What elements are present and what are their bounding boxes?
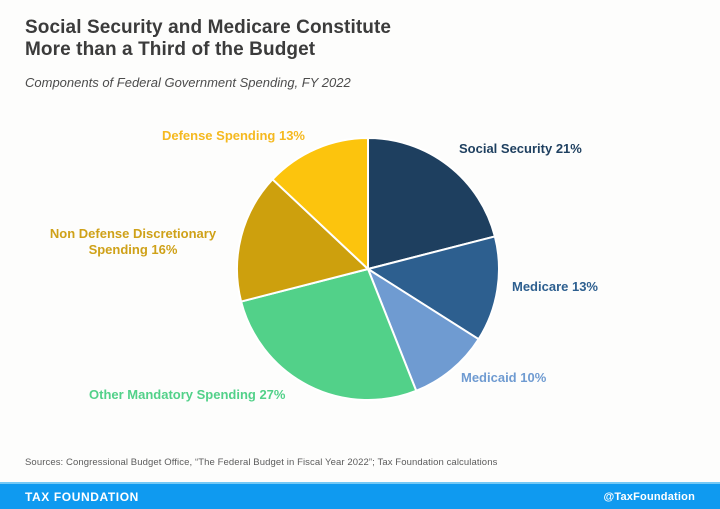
- footer-bar: [0, 482, 720, 509]
- chart-title: Social Security and Medicare Constitute More than a Third of the Budget: [25, 17, 392, 60]
- footer-brand: TAX FOUNDATION: [25, 489, 139, 504]
- pie-label-non-defense-discretionary-spending: Non Defense Discretionary Spending 16%: [49, 226, 217, 257]
- pie-chart: [233, 134, 503, 404]
- pie-label-social-security: Social Security 21%: [459, 141, 582, 156]
- pie-label-medicare: Medicare 13%: [512, 279, 598, 294]
- pie-label-defense-spending: Defense Spending 13%: [161, 128, 305, 143]
- sources-note: Sources: Congressional Budget Office, “The Federal Budget in Fiscal Year 2022”; Tax Foundation calculations: [25, 457, 498, 468]
- chart-subtitle: Components of Federal Government Spending, FY 2022: [25, 75, 351, 90]
- footer-twitter-handle: @TaxFoundation: [603, 490, 695, 503]
- pie-label-other-mandatory-spending: Other Mandatory Spending 27%: [89, 387, 286, 402]
- pie-label-medicaid: Medicaid 10%: [461, 370, 547, 385]
